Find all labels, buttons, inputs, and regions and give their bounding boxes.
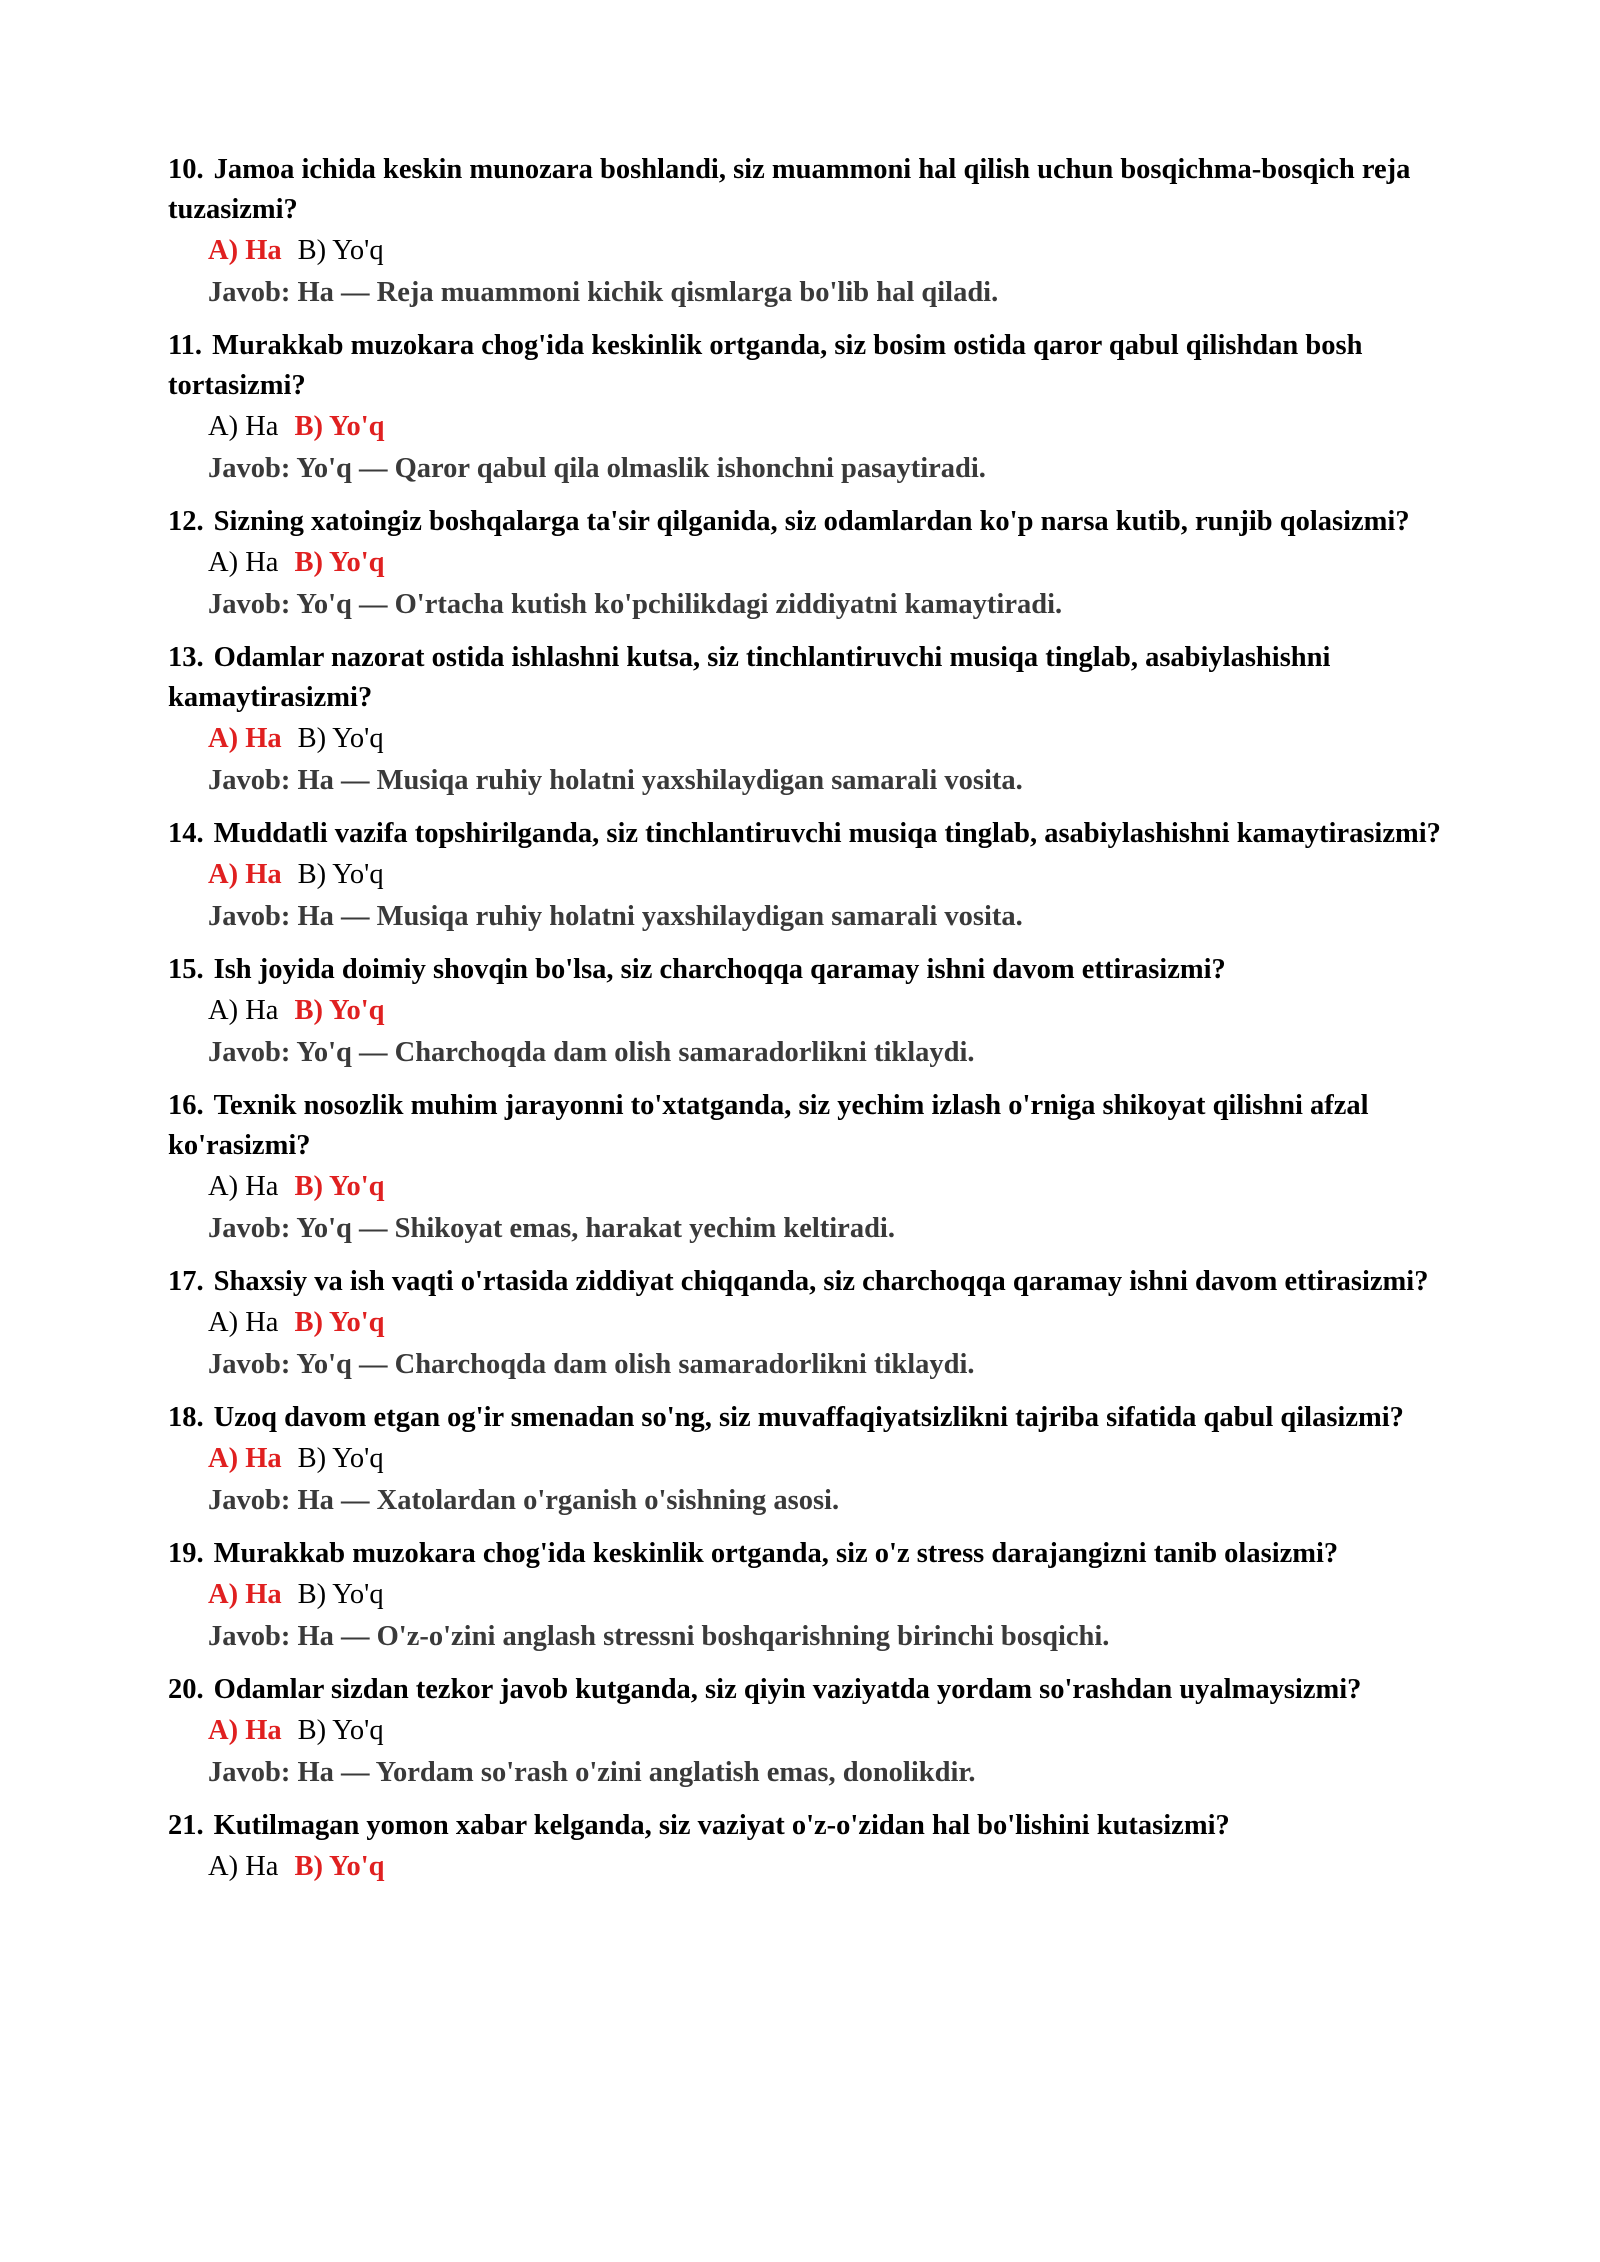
option-a [208, 1438, 282, 1480]
answer-value: Ha [297, 901, 334, 932]
answer-options [208, 1166, 1448, 1208]
option-a [208, 990, 278, 1032]
option-text: Ha [245, 1715, 282, 1746]
answer-line [208, 896, 1448, 938]
answer-value: Ha [297, 1485, 334, 1516]
option-letter: B) [297, 859, 327, 890]
question-text [168, 1670, 1448, 1710]
option-text: Yo'q [332, 235, 384, 266]
option-a [208, 718, 282, 760]
option-a [208, 854, 282, 896]
answer-options [208, 230, 1448, 272]
answer-options [208, 1574, 1448, 1616]
answer-explanation: Musiqa ruhiy holatni yaxshilaydigan samarali vosita. [376, 765, 1023, 796]
answer-value: Yo'q [296, 1213, 352, 1244]
answer-line [208, 272, 1448, 314]
question-text [168, 1398, 1448, 1438]
answer-options [208, 1302, 1448, 1344]
question-item [168, 1534, 1448, 1658]
answer-options [208, 718, 1448, 760]
question-body: Odamlar nazorat ostida ishlashni kutsa, siz tinchlantiruvchi musiqa tinglab, asabiylashishni kamaytirasizmi? [168, 642, 1331, 713]
question-item [168, 1670, 1448, 1794]
option-letter: A) [208, 235, 239, 266]
question-item [168, 1086, 1448, 1250]
question-item [168, 1262, 1448, 1386]
answer-value: Ha [297, 277, 334, 308]
option-text: Ha [245, 1171, 279, 1202]
option-text: Ha [245, 547, 279, 578]
question-number: 17. [168, 1266, 204, 1297]
option-letter: A) [208, 859, 239, 890]
option-a [208, 230, 282, 272]
answer-value: Yo'q [296, 1037, 352, 1068]
question-body: Ish joyida doimiy shovqin bo'lsa, siz charchoqqa qaramay ishni davom ettirasizmi? [213, 954, 1226, 985]
option-a [208, 1574, 282, 1616]
option-letter: B) [297, 1579, 327, 1610]
answer-label: Javob: [208, 1621, 291, 1652]
answer-line [208, 1032, 1448, 1074]
answer-label: Javob: [208, 453, 291, 484]
question-text [168, 1262, 1448, 1302]
option-letter: B) [294, 995, 323, 1026]
option-letter: B) [294, 1851, 323, 1882]
question-text [168, 502, 1448, 542]
answer-label: Javob: [208, 901, 291, 932]
option-text: Ha [245, 859, 282, 890]
question-item [168, 814, 1448, 938]
question-number: 16. [168, 1090, 204, 1121]
option-a [208, 542, 278, 584]
option-letter: B) [294, 1171, 323, 1202]
question-item [168, 1806, 1448, 1888]
option-a [208, 1302, 278, 1344]
option-text: Yo'q [332, 1443, 384, 1474]
answer-dash: — [341, 277, 370, 308]
option-text: Ha [245, 1307, 279, 1338]
answer-options [208, 406, 1448, 448]
answer-explanation: Reja muammoni kichik qismlarga bo'lib hal qiladi. [376, 277, 999, 308]
question-body: Odamlar sizdan tezkor javob kutganda, siz qiyin vaziyatda yordam so'rashdan uyalmaysizmi? [213, 1674, 1362, 1705]
option-a [208, 1710, 282, 1752]
answer-explanation: Qaror qabul qila olmaslik ishonchni pasaytiradi. [394, 453, 986, 484]
answer-explanation: O'z-o'zini anglash stressni boshqarishning birinchi bosqichi. [376, 1621, 1110, 1652]
option-b [294, 1166, 384, 1208]
question-text [168, 638, 1448, 718]
question-body: Jamoa ichida keskin munozara boshlandi, siz muammoni hal qilish uchun bosqichma-bosqich reja tuzasizmi? [168, 154, 1411, 225]
question-number: 13. [168, 642, 204, 673]
question-number: 11. [168, 330, 203, 361]
answer-line [208, 448, 1448, 490]
question-body: Kutilmagan yomon xabar kelganda, siz vaziyat o'z-o'zidan hal bo'lishini kutasizmi? [213, 1810, 1230, 1841]
answer-line [208, 584, 1448, 626]
option-text: Ha [245, 723, 282, 754]
question-body: Uzoq davom etgan og'ir smenadan so'ng, siz muvaffaqiyatsizlikni tajriba sifatida qabul qilasizmi? [213, 1402, 1404, 1433]
option-text: Yo'q [329, 1307, 385, 1338]
answer-dash: — [341, 1621, 370, 1652]
option-b [294, 1302, 384, 1344]
answer-explanation: Shikoyat emas, harakat yechim keltiradi. [394, 1213, 895, 1244]
answer-options [208, 990, 1448, 1032]
option-text: Yo'q [332, 1715, 384, 1746]
answer-value: Ha [297, 765, 334, 796]
answer-line [208, 1344, 1448, 1386]
answer-dash: — [341, 1757, 370, 1788]
option-letter: A) [208, 723, 239, 754]
question-item [168, 638, 1448, 802]
option-text: Yo'q [332, 1579, 384, 1610]
answer-dash: — [341, 1485, 370, 1516]
answer-explanation: Charchoqda dam olish samaradorlikni tiklaydi. [394, 1349, 975, 1380]
question-text [168, 950, 1448, 990]
option-b [298, 854, 384, 896]
answer-label: Javob: [208, 1349, 291, 1380]
question-number: 18. [168, 1402, 204, 1433]
option-letter: A) [208, 995, 239, 1026]
answer-label: Javob: [208, 589, 291, 620]
answer-dash: — [359, 1349, 388, 1380]
question-item [168, 326, 1448, 490]
answer-label: Javob: [208, 1213, 291, 1244]
answer-label: Javob: [208, 1037, 291, 1068]
option-letter: B) [297, 1715, 327, 1746]
answer-value: Yo'q [296, 453, 352, 484]
question-body: Texnik nosozlik muhim jarayonni to'xtatganda, siz yechim izlash o'rniga shikoyat qilishni afzal ko'rasizmi? [168, 1090, 1369, 1161]
answer-line [208, 1480, 1448, 1522]
answer-explanation: O'rtacha kutish ko'pchilikdagi ziddiyatni kamaytiradi. [394, 589, 1063, 620]
option-letter: B) [297, 723, 327, 754]
answer-dash: — [359, 1037, 388, 1068]
option-text: Ha [245, 1851, 279, 1882]
question-text [168, 150, 1448, 230]
question-item [168, 1398, 1448, 1522]
question-text [168, 814, 1448, 854]
option-text: Ha [245, 411, 279, 442]
option-a [208, 406, 278, 448]
question-item [168, 950, 1448, 1074]
answer-label: Javob: [208, 765, 291, 796]
answer-line [208, 760, 1448, 802]
option-b [294, 990, 384, 1032]
answer-label: Javob: [208, 1757, 291, 1788]
option-letter: B) [294, 547, 323, 578]
answer-explanation: Yordam so'rash o'zini anglatish emas, donolikdir. [375, 1757, 976, 1788]
answer-options [208, 1438, 1448, 1480]
question-number: 14. [168, 818, 204, 849]
option-b [298, 1710, 384, 1752]
option-text: Yo'q [329, 547, 385, 578]
answer-value: Ha [297, 1757, 334, 1788]
option-letter: A) [208, 1443, 239, 1474]
answer-line [208, 1616, 1448, 1658]
question-item [168, 502, 1448, 626]
question-item [168, 150, 1448, 314]
option-text: Ha [245, 1443, 282, 1474]
question-body: Murakkab muzokara chog'ida keskinlik ortganda, siz bosim ostida qaror qabul qilishdan bosh tortasizmi? [168, 330, 1363, 401]
option-text: Yo'q [329, 1171, 385, 1202]
option-a [208, 1166, 278, 1208]
question-number: 21. [168, 1810, 204, 1841]
answer-line [208, 1752, 1448, 1794]
answer-label: Javob: [208, 1485, 291, 1516]
question-body: Shaxsiy va ish vaqti o'rtasida ziddiyat chiqqanda, siz charchoqqa qaramay ishni davom ettirasizmi? [213, 1266, 1429, 1297]
answer-explanation: Charchoqda dam olish samaradorlikni tiklaydi. [394, 1037, 975, 1068]
option-text: Yo'q [329, 1851, 385, 1882]
question-number: 15. [168, 954, 204, 985]
question-number: 20. [168, 1674, 204, 1705]
option-letter: A) [208, 411, 239, 442]
answer-value: Ha [297, 1621, 334, 1652]
answer-explanation: Xatolardan o'rganish o'sishning asosi. [376, 1485, 840, 1516]
option-letter: A) [208, 1851, 239, 1882]
answer-value: Yo'q [296, 589, 352, 620]
option-b [298, 1438, 384, 1480]
question-text [168, 1086, 1448, 1166]
answer-dash: — [341, 901, 370, 932]
option-b [294, 542, 384, 584]
option-text: Ha [245, 995, 279, 1026]
answer-dash: — [359, 1213, 388, 1244]
answer-options [208, 1846, 1448, 1888]
option-text: Ha [245, 235, 282, 266]
option-text: Yo'q [329, 995, 385, 1026]
option-text: Yo'q [332, 723, 384, 754]
option-letter: B) [294, 411, 323, 442]
option-letter: A) [208, 1307, 239, 1338]
option-letter: B) [297, 1443, 327, 1474]
option-a [208, 1846, 278, 1888]
question-number: 10. [168, 154, 204, 185]
option-text: Yo'q [332, 859, 384, 890]
question-text [168, 1534, 1448, 1574]
answer-explanation: Musiqa ruhiy holatni yaxshilaydigan samarali vosita. [376, 901, 1023, 932]
question-body: Muddatli vazifa topshirilganda, siz tinchlantiruvchi musiqa tinglab, asabiylashishni kamaytirasizmi? [213, 818, 1441, 849]
option-letter: B) [294, 1307, 323, 1338]
option-b [298, 718, 384, 760]
option-b [294, 1846, 384, 1888]
option-letter: A) [208, 1715, 239, 1746]
question-list [168, 150, 1448, 1888]
option-b [298, 230, 384, 272]
option-text: Ha [245, 1579, 282, 1610]
option-text: Yo'q [329, 411, 385, 442]
option-letter: A) [208, 547, 239, 578]
option-letter: A) [208, 1579, 239, 1610]
option-b [298, 1574, 384, 1616]
question-body: Sizning xatoingiz boshqalarga ta'sir qilganida, siz odamlardan ko'p narsa kutib, runjib qolasizmi? [213, 506, 1410, 537]
answer-dash: — [341, 765, 370, 796]
answer-value: Yo'q [296, 1349, 352, 1380]
answer-dash: — [359, 589, 388, 620]
answer-options [208, 542, 1448, 584]
answer-line [208, 1208, 1448, 1250]
question-number: 12. [168, 506, 204, 537]
option-letter: A) [208, 1171, 239, 1202]
question-body: Murakkab muzokara chog'ida keskinlik ortganda, siz o'z stress darajangizni tanib olasizmi? [213, 1538, 1339, 1569]
question-text [168, 326, 1448, 406]
answer-label: Javob: [208, 277, 291, 308]
option-b [294, 406, 384, 448]
answer-options [208, 1710, 1448, 1752]
question-number: 19. [168, 1538, 204, 1569]
answer-dash: — [359, 453, 388, 484]
answer-options [208, 854, 1448, 896]
question-text [168, 1806, 1448, 1846]
option-letter: B) [297, 235, 327, 266]
